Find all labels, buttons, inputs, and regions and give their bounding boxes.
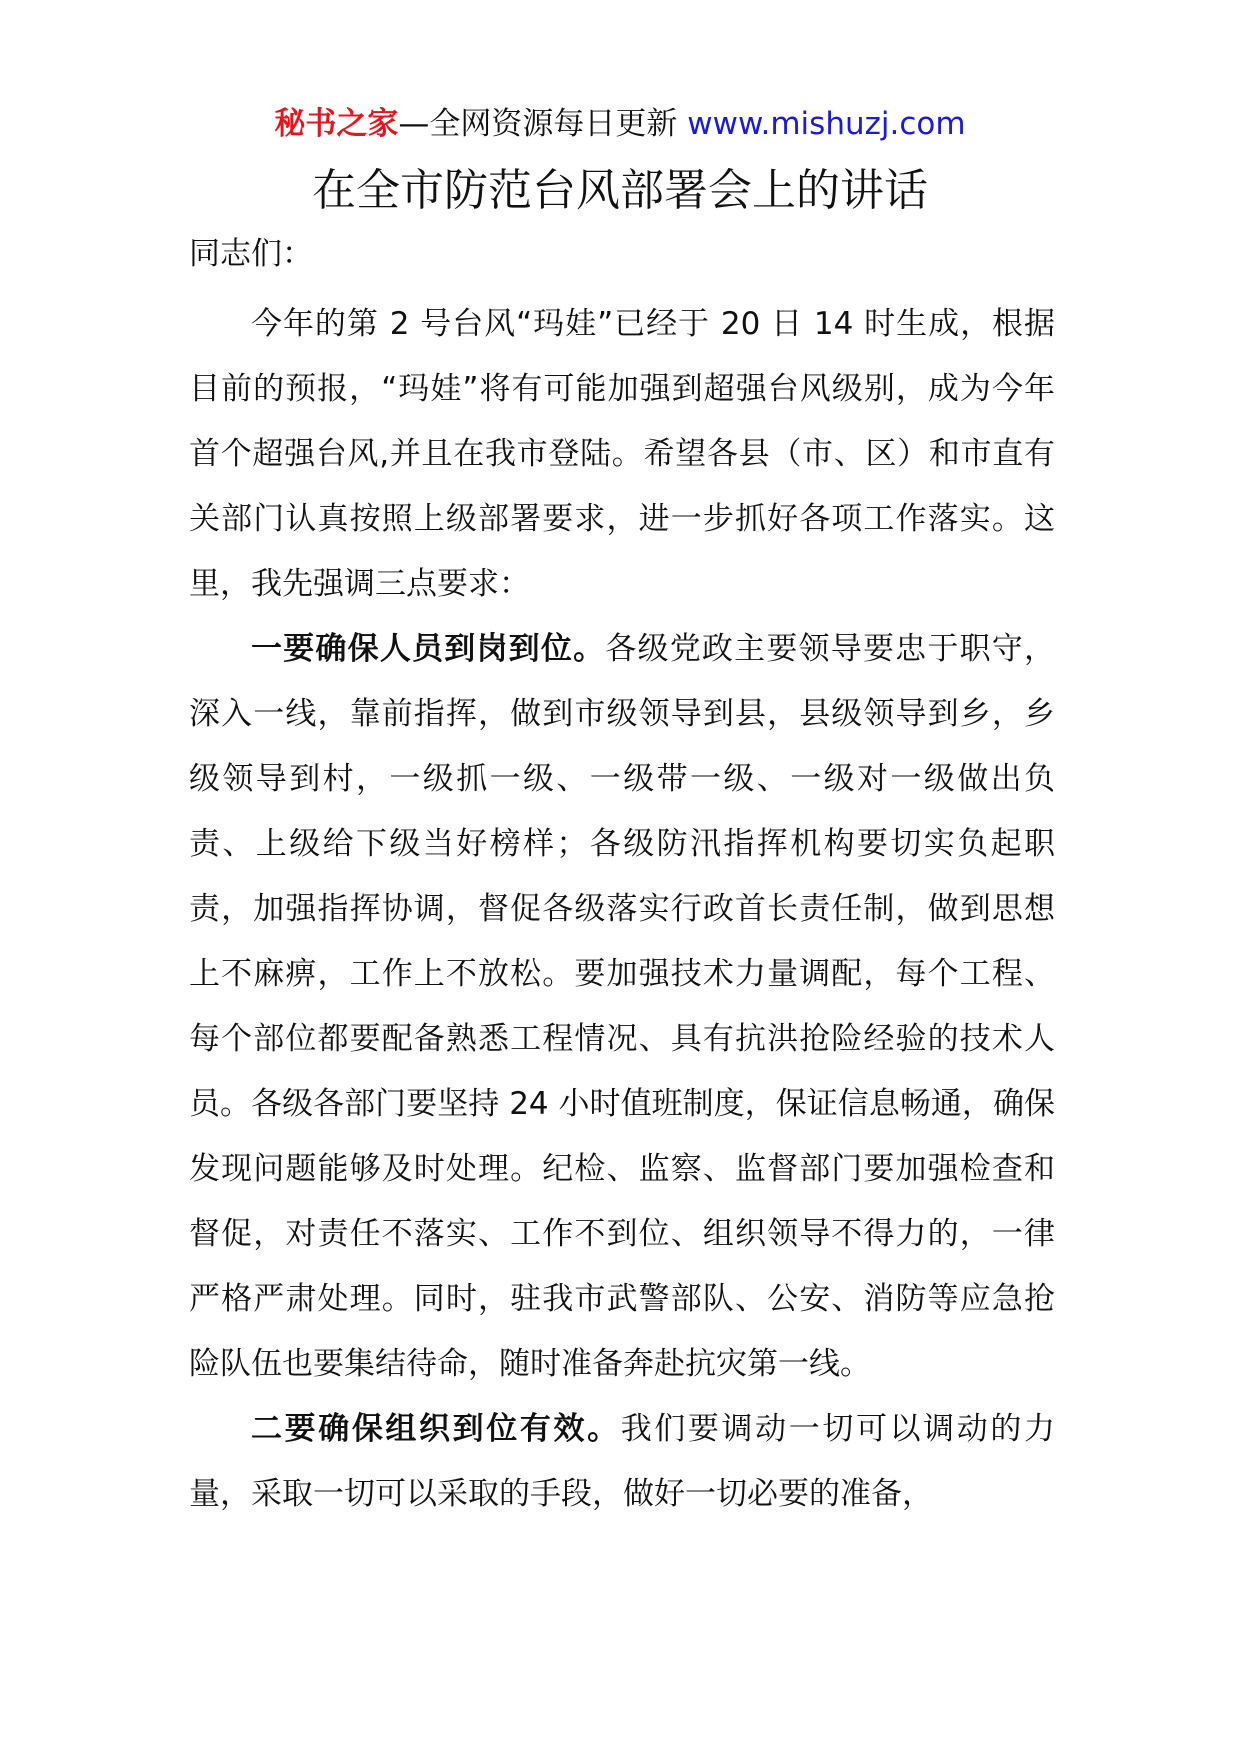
document-body xyxy=(189,292,1055,1527)
paragraph-point-two xyxy=(189,1397,1055,1527)
salutation: 同志们： xyxy=(189,236,313,272)
site-tagline: —全网资源每日更新 xyxy=(398,106,688,142)
paragraph-lead: 二要确保组织到位有效。 xyxy=(251,1411,621,1447)
site-header xyxy=(0,104,1240,144)
paragraph-text: 各级党政主要领导要忠于职守，深入一线，靠前指挥，做到市级领导到县，县级领导到乡，乡级领导到村，一级抓一级、一级带一级、一级对一级做出负责、上级给下级当好榜样；各级防汛指挥机构要切实负起职责，加强指挥协调，督促各级落实行政首长责任制，做到思想上不麻痹，工作上不放松。要加强技术力量调配，每个工程、每个部位都要配备熟悉工程情况、具有抗洪抢险经验的技术人员。各级各部门要坚持 24 小时值班制度，保证信息畅通，确保发现问题能够及时处理。纪检、监察、监督部门要加强检查和督促，对责任不落实、工作不到位、组织领导不得力的，一律严格严肃处理。同时，驻我市武警部队、公安、消防等应急抢险队伍也要集结待命，随时准备奔赴抗灾第一线。 xyxy=(189,631,1056,1382)
paragraph-text: 我们要调动一切可以调动的力量，采取一切可以采取的手段，做好一切必要的准备， xyxy=(189,1411,1056,1512)
site-url-link[interactable]: www.mishuzj.com xyxy=(687,106,966,142)
paragraph-lead: 一要确保人员到岗到位。 xyxy=(251,631,606,667)
paragraph-intro xyxy=(189,292,1055,617)
paragraph-text: 今年的第 2 号台风“玛娃”已经于 20 日 14 时生成，根据目前的预报，“玛娃”将有可能加强到超强台风级别，成为今年首个超强台风,并且在我市登陆。希望各县（市、区）和市直有关部门认真按照上级部署要求，进一步抓好各项工作落实。这里，我先强调三点要求： xyxy=(189,306,1055,602)
paragraph-point-one xyxy=(189,617,1055,1397)
site-name: 秘书之家 xyxy=(274,106,399,142)
document-title: 在全市防范台风部署会上的讲话 xyxy=(312,165,928,216)
